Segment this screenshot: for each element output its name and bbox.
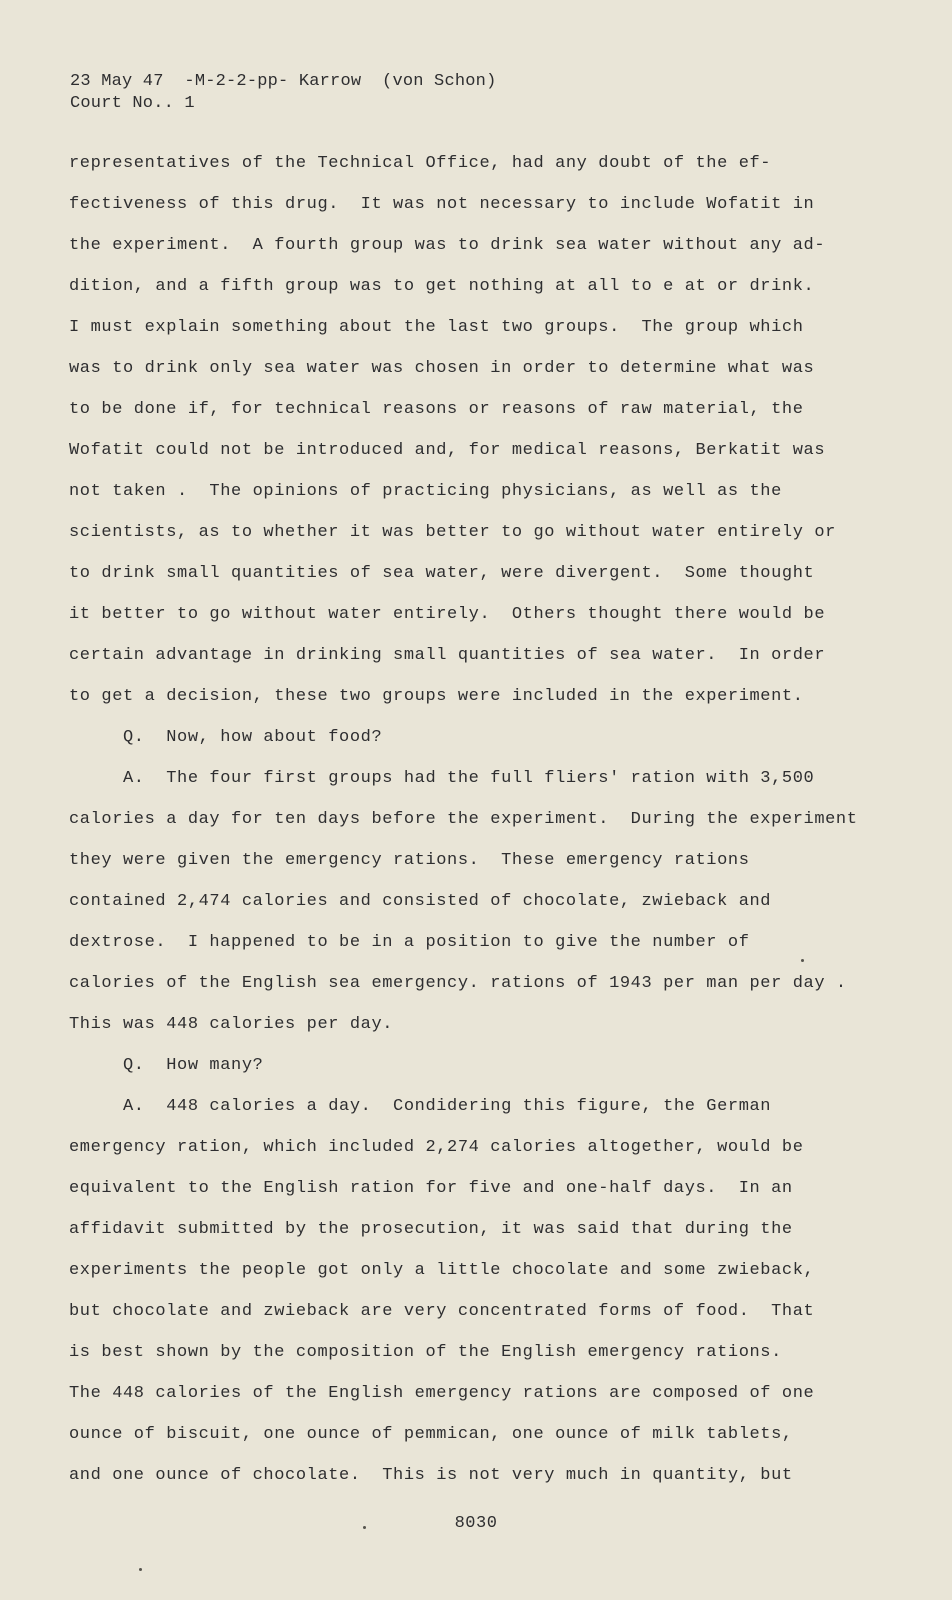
body-line: dition, and a fifth group was to get nothing at all to e at or drink. [69,277,815,296]
body-line: I must explain something about the last two groups. The group which [69,318,804,337]
body-line: calories a day for ten days before the experiment. During the experiment [69,810,858,829]
scan-speck [801,959,804,962]
body-line: equivalent to the English ration for five and one-half days. In an [69,1179,793,1198]
body-line: certain advantage in drinking small quantities of sea water. In order [69,646,826,665]
body-line: Q. Now, how about food? [69,728,383,747]
body-line: it better to go without water entirely. Others thought there would be [69,605,826,624]
page-number: 8030 [454,1514,498,1533]
body-line: representatives of the Technical Office, had any doubt of the ef- [69,154,772,173]
body-line: scientists, as to whether it was better to go without water entirely or [69,523,836,542]
page-header [70,71,496,115]
body-line: experiments the people got only a little chocolate and some zwieback, [69,1261,815,1280]
body-line: A. 448 calories a day. Condidering this figure, the German [69,1097,772,1116]
body-line: dextrose. I happened to be in a position to give the number of [69,933,750,952]
body-line: the experiment. A fourth group was to drink sea water without any ad- [69,236,826,255]
body-line: but chocolate and zwieback are very concentrated forms of food. That [69,1302,815,1321]
body-line: they were given the emergency rations. These emergency rations [69,851,750,870]
body-line: to get a decision, these two groups were included in the experiment. [69,687,804,706]
body-line: was to drink only sea water was chosen in order to determine what was [69,359,815,378]
scan-speck [363,1526,366,1529]
body-line: contained 2,474 calories and consisted of chocolate, zwieback and [69,892,772,911]
body-line: fectiveness of this drug. It was not necessary to include Wofatit in [69,195,815,214]
body-line: calories of the English sea emergency. rations of 1943 per man per day . [69,974,847,993]
body-line: and one ounce of chocolate. This is not very much in quantity, but [69,1466,793,1485]
body-line: This was 448 calories per day. [69,1015,394,1034]
body-line: The 448 calories of the English emergency rations are composed of one [69,1384,815,1403]
body-line: not taken . The opinions of practicing physicians, as well as the [69,482,782,501]
header-court-line: Court No.. 1 [70,94,195,113]
body-line: emergency ration, which included 2,274 calories altogether, would be [69,1138,804,1157]
body-line: to be done if, for technical reasons or reasons of raw material, the [69,400,804,419]
body-line: A. The four first groups had the full fliers' ration with 3,500 [69,769,815,788]
body-line: ounce of biscuit, one ounce of pemmican, one ounce of milk tablets, [69,1425,793,1444]
body-line: affidavit submitted by the prosecution, it was said that during the [69,1220,793,1239]
body-line: to drink small quantities of sea water, were divergent. Some thought [69,564,815,583]
header-session-line: 23 May 47 -M-2-2-pp- Karrow (von Schon) [70,72,497,91]
body-line: Q. How many? [69,1056,264,1075]
body-line: Wofatit could not be introduced and, for medical reasons, Berkatit was [69,441,826,460]
scan-speck [139,1568,142,1571]
body-line: is best shown by the composition of the English emergency rations. [69,1343,782,1362]
